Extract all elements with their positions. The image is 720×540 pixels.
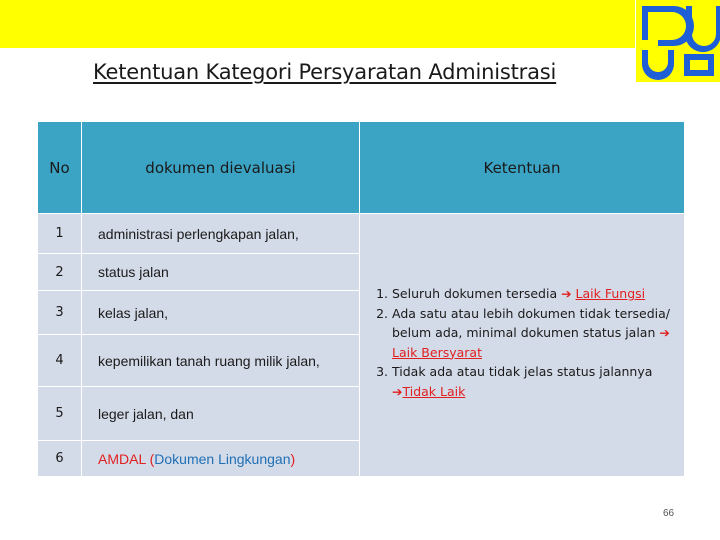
row-number: 4 [38,335,82,387]
list-item: 2. Ada satu atau lebih dokumen tidak tersedia/ belum ada, minimal dokumen status jalan ➔ Laik Bersyarat [392,304,676,363]
arrow-right-icon: ➔ [561,286,572,301]
row-document: status jalan [82,254,360,291]
row-number: 3 [38,291,82,335]
result-label: Tidak Laik [402,383,466,399]
arrow-right-icon: ➔ [392,383,403,399]
arrow-right-icon: ➔ [659,325,670,340]
slide-title: Ketentuan Kategori Persyaratan Administrasi [93,60,557,84]
row-document: administrasi perlengkapan jalan, [82,214,360,254]
row-document: kepemilikan tanah ruang milik jalan, [82,335,360,387]
requirements-table [37,121,685,477]
page-number: 66 [663,508,675,519]
header-no: No [38,122,82,214]
result-label: Laik Bersyarat [392,344,482,360]
row-number: 1 [38,214,82,254]
header-document: dokumen dievaluasi [82,122,360,214]
top-yellow-bar [0,0,635,48]
ministry-logo-icon [636,0,720,82]
result-label: Laik Fungsi [575,286,646,301]
row-document: leger jalan, dan [82,387,360,441]
row-document: kelas jalan, [82,291,360,335]
row-document: AMDAL (Dokumen Lingkungan) [82,441,360,477]
row-number: 5 [38,387,82,441]
list-item: 1. Seluruh dokumen tersedia ➔ Laik Fungsi [392,284,676,304]
table-row [38,214,685,254]
row-number: 2 [38,254,82,291]
row-number: 6 [38,441,82,477]
table-header-row [38,122,685,214]
header-ketentuan: Ketentuan [360,122,685,214]
ketentuan-cell [360,214,685,477]
ketentuan-list [364,284,676,401]
list-item: 3. Tidak ada atau tidak jelas status jalannya ➔Tidak Laik [392,362,676,401]
